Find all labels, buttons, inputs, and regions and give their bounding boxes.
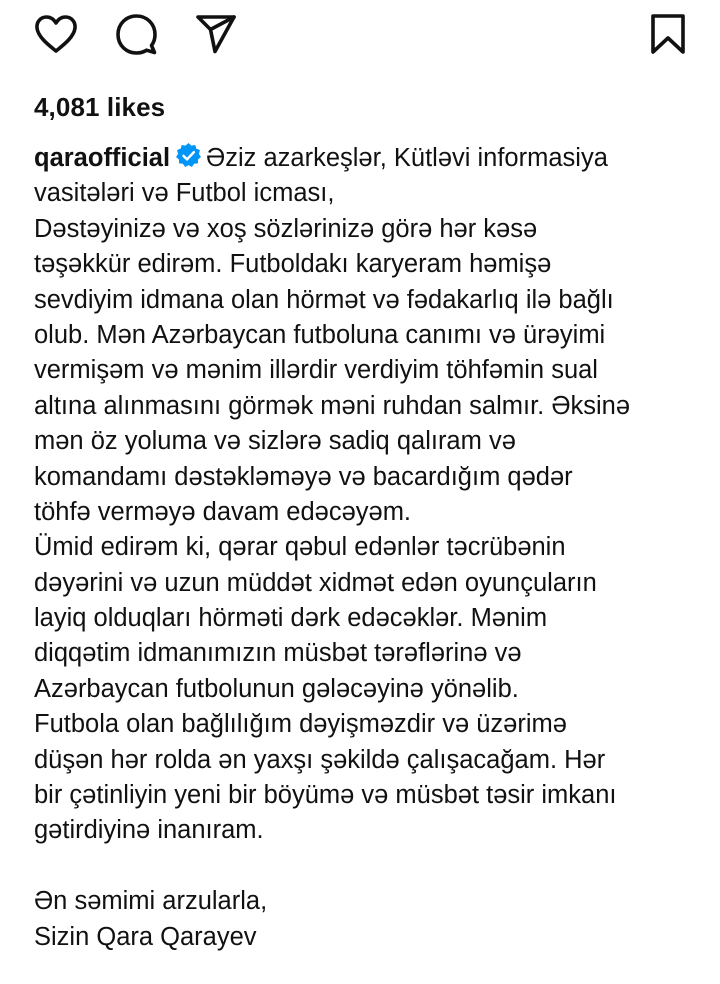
save-button[interactable]	[644, 10, 692, 58]
caption-line: dəyərini və uzun müddət xidmət edən oyunçuların	[34, 568, 597, 597]
caption-line: Ümid edirəm ki, qərar qəbul edənlər təcrübənin	[34, 533, 566, 562]
caption-line: Dəstəyinizə və xoş sözlərinizə görə hər kəsə	[34, 214, 538, 243]
caption-line: komandamı dəstəkləməyə və bacardığım qədər	[34, 462, 573, 491]
caption-signature-line: Sizin Qara Qarayev	[34, 922, 257, 951]
like-button[interactable]	[32, 10, 80, 58]
caption-line: mən öz yoluma və sizlərə sadiq qalıram və	[34, 427, 516, 456]
caption-line: töhfə verməyə davam edəcəyəm.	[34, 497, 412, 526]
verified-badge-icon	[175, 142, 202, 179]
post-action-bar	[0, 0, 720, 70]
caption-line: təşəkkür edirəm. Futboldakı karyeram həmişə	[34, 250, 552, 279]
caption-line: diqqətim idmanımızın müsbət tərəflərinə və	[34, 639, 522, 668]
caption-line: layiq olduqları hörməti dərk edəcəklər. Mənim	[34, 604, 548, 633]
caption-line-first	[34, 141, 684, 176]
share-button[interactable]	[192, 10, 240, 58]
caption-closing-line: Ən səmimi arzularla,	[34, 887, 268, 916]
caption-line: sevdiyim idmana olan hörmət və fədakarlıq ilə bağlı	[34, 285, 614, 314]
bookmark-icon	[648, 12, 688, 56]
caption-line: bir çətinliyin yeni bir böyümə və müsbət təsir imkanı	[34, 781, 617, 810]
caption-line: vermişəm və mənim illərdir verdiyim töhfəmin sual	[34, 356, 598, 385]
caption-line: olub. Mən Azərbaycan futboluna canımı və ürəyimi	[34, 320, 606, 349]
username-link[interactable]: qaraofficial	[34, 144, 171, 172]
caption-blank-line	[34, 849, 684, 884]
caption-line: düşən hər rolda ən yaxşı şəkildə çalışacağam. Hər	[34, 745, 606, 774]
caption-line: altına alınmasını görmək məni ruhdan salmır. Əksinə	[34, 391, 631, 420]
share-icon	[194, 13, 238, 55]
caption-text-start: Əziz azarkeşlər, Kütləvi informasiya	[206, 144, 608, 172]
comment-button[interactable]	[112, 10, 160, 58]
post-caption	[34, 141, 684, 955]
caption-line: vasitələri və Futbol icması,	[34, 179, 335, 208]
heart-icon	[34, 14, 78, 54]
caption-line: Azərbaycan futbolunun gələcəyinə yönəlib.	[34, 674, 519, 703]
likes-count[interactable]: 4,081 likes	[34, 92, 166, 122]
comment-icon	[114, 12, 158, 56]
caption-line: gətirdiyinə inanıram.	[34, 816, 264, 845]
caption-line: Futbola olan bağlılığım dəyişməzdir və üzərimə	[34, 710, 567, 739]
